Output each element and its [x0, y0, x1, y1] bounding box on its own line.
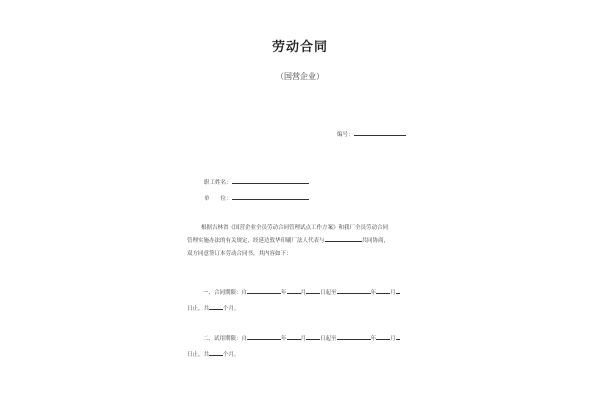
intro-line-2a: 管理实施办法的有关规定，经延边敦华印刷厂法人代表与: [187, 238, 325, 244]
probation-term-row-2: [187, 349, 240, 359]
term1-day-end: 日止，共: [187, 306, 210, 312]
term1-year: 年: [281, 290, 287, 296]
intro-line-1: 根据吉林省《国营企业全员劳动合同管理试点工作方案》和我厂全员劳动合同: [201, 225, 389, 231]
intro-line-2b: 共同协商，: [361, 238, 390, 244]
term1-end-year: 年: [370, 290, 377, 296]
unit-blank: [232, 193, 309, 200]
term1-end-month-blank: [376, 287, 390, 294]
contract-term-row-2: [187, 303, 240, 313]
number-label: 编号：: [337, 132, 354, 138]
employee-name-blank: [232, 177, 309, 184]
employee-name-label: 职工姓名：: [204, 180, 232, 186]
term1-label: 一、合同期限：自: [203, 290, 248, 296]
term2-month: 月: [300, 336, 307, 342]
term1-end-year-blank: [337, 287, 371, 294]
term1-months: 个月。: [223, 306, 240, 312]
contract-number-row: [337, 129, 406, 139]
unit-label: 单 位：: [204, 196, 232, 202]
term2-end-day-blank: [396, 333, 400, 340]
term2-end-year: 年: [370, 336, 377, 342]
term1-day-from: 日起至: [320, 290, 337, 296]
intro-paragraph: [187, 222, 412, 261]
term1-start-year-blank: [247, 287, 281, 294]
intro-line-3: 双方同意签订本劳动合同书，其内容如下：: [187, 251, 292, 257]
document-subtitle: （国营企业）: [276, 72, 324, 81]
term2-end-year-blank: [337, 333, 371, 340]
term2-end-month-blank: [376, 333, 390, 340]
term2-months: 个月。: [223, 352, 240, 358]
term2-start-month-blank: [287, 333, 301, 340]
term1-months-blank: [209, 303, 223, 310]
probation-term-row: [203, 333, 400, 343]
term1-start-month-blank: [287, 287, 301, 294]
representative-blank: [325, 235, 362, 242]
term1-start-day-blank: [306, 287, 320, 294]
employee-name-row: [204, 177, 309, 187]
term1-end-month: 月: [390, 290, 396, 296]
intro-line-2: [187, 235, 412, 248]
term2-day-end: 日止，共: [187, 352, 210, 358]
term2-day-from: 日起至: [320, 336, 337, 342]
term1-month: 月: [300, 290, 307, 296]
term2-label: 二、试用期限：自: [203, 336, 248, 342]
unit-row: [204, 193, 309, 203]
term2-start-year-blank: [247, 333, 281, 340]
term2-year: 年: [281, 336, 287, 342]
contract-term-row: [203, 287, 400, 297]
term2-end-month: 月: [390, 336, 396, 342]
page-title: 劳动合同: [271, 40, 328, 55]
term2-months-blank: [209, 349, 223, 356]
term2-start-day-blank: [306, 333, 320, 340]
number-blank: [354, 129, 406, 136]
term1-end-day-blank: [396, 287, 400, 294]
